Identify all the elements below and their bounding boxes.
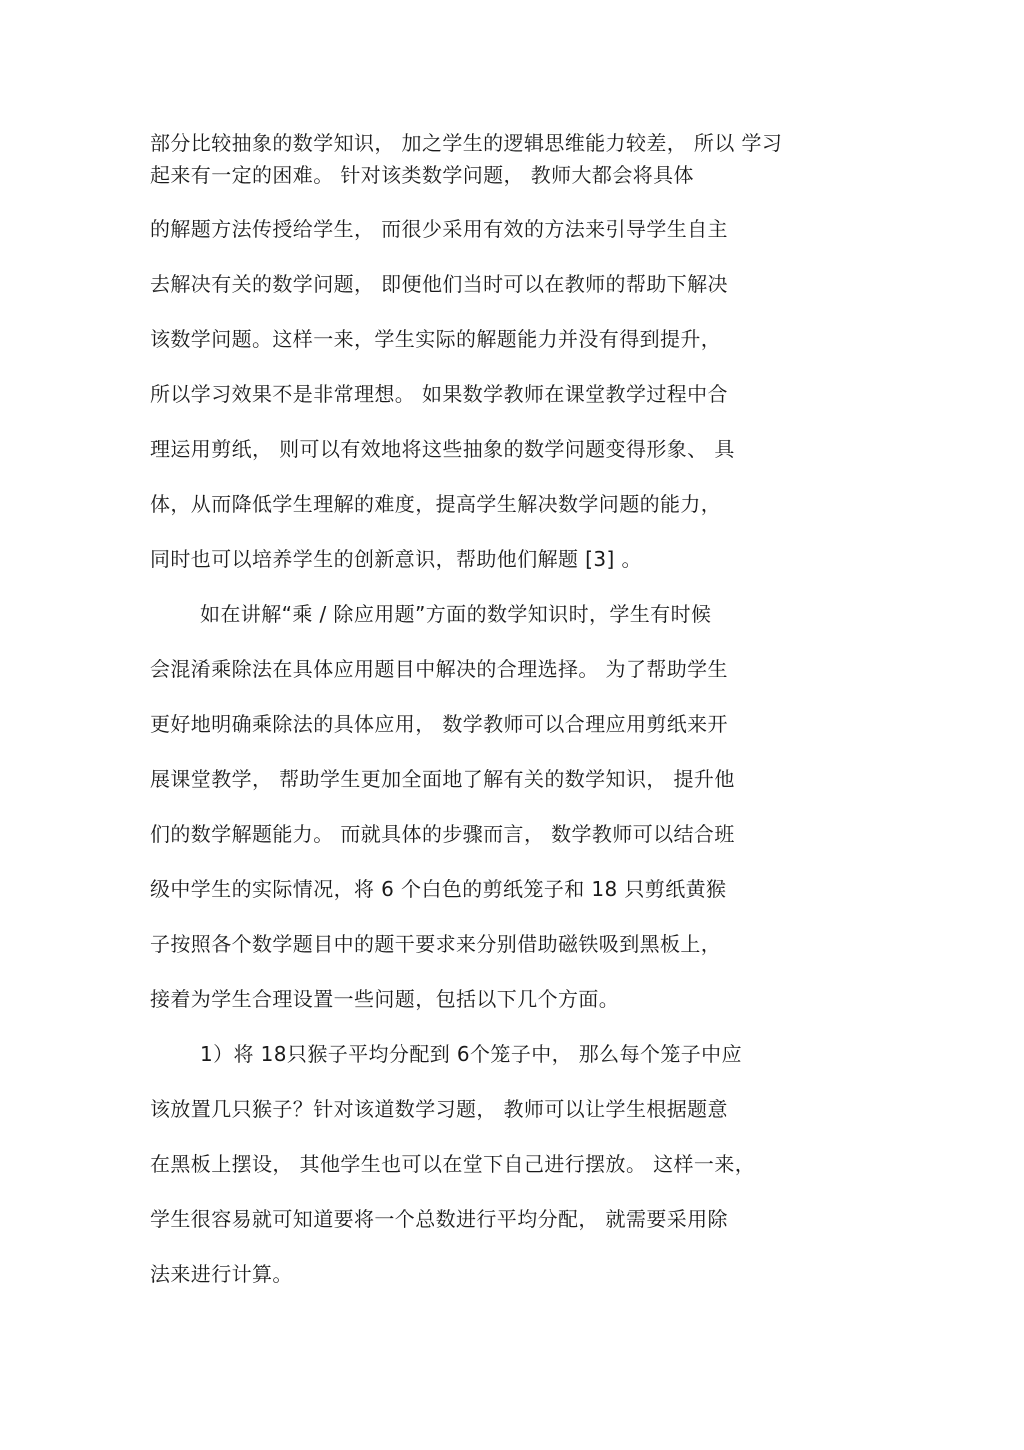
text-line: 该放置几只猴子？针对该道数学习题， 教师可以让学生根据题意 bbox=[150, 1097, 728, 1121]
text-line: 展课堂教学， 帮助学生更加全面地了解有关的数学知识， 提升他 bbox=[150, 767, 735, 791]
text-line: 级中学生的实际情况，将 6 个白色的剪纸笼子和 18 只剪纸黄猴 bbox=[150, 877, 727, 901]
text-line: 起来有一定的困难。 针对该类数学问题， 教师大都会将具体 bbox=[150, 163, 694, 187]
text-line: 子按照各个数学题目中的题干要求来分别借助磁铁吸到黑板上， bbox=[150, 932, 722, 956]
text-line: 的解题方法传授给学生， 而很少采用有效的方法来引导学生自主 bbox=[150, 217, 728, 241]
text-line: 该数学问题。这样一来，学生实际的解题能力并没有得到提升， bbox=[150, 327, 722, 351]
paragraph-start-line: 如在讲解“乘 / 除应用题”方面的数学知识时，学生有时候 bbox=[200, 602, 712, 626]
text-line: 同时也可以培养学生的创新意识，帮助他们解题 [3] 。 bbox=[150, 547, 642, 571]
text-line: 在黑板上摆设， 其他学生也可以在堂下自己进行摆放。 这样一来， bbox=[150, 1152, 756, 1176]
text-line: 所以学习效果不是非常理想。 如果数学教师在课堂教学过程中合 bbox=[150, 382, 728, 406]
text-line: 会混淆乘除法在具体应用题目中解决的合理选择。 为了帮助学生 bbox=[150, 657, 728, 681]
list-item-line: 1）将 18只猴子平均分配到 6个笼子中， 那么每个笼子中应 bbox=[200, 1042, 742, 1066]
text-line: 去解决有关的数学问题， 即便他们当时可以在教师的帮助下解决 bbox=[150, 272, 728, 296]
text-line: 更好地明确乘除法的具体应用， 数学教师可以合理应用剪纸来开 bbox=[150, 712, 728, 736]
text-line: 接着为学生合理设置一些问题，包括以下几个方面。 bbox=[150, 987, 620, 1011]
text-line: 们的数学解题能力。 而就具体的步骤而言， 数学教师可以结合班 bbox=[150, 822, 735, 846]
text-line: 理运用剪纸， 则可以有效地将这些抽象的数学问题变得形象、 具 bbox=[150, 437, 735, 461]
text-line: 法来进行计算。 bbox=[150, 1262, 293, 1286]
text-line: 部分比较抽象的数学知识， 加之学生的逻辑思维能力较差， 所以 学习 bbox=[150, 131, 783, 155]
text-line: 学生很容易就可知道要将一个总数进行平均分配， 就需要采用除 bbox=[150, 1207, 728, 1231]
text-line: 体，从而降低学生理解的难度，提高学生解决数学问题的能力， bbox=[150, 492, 722, 516]
